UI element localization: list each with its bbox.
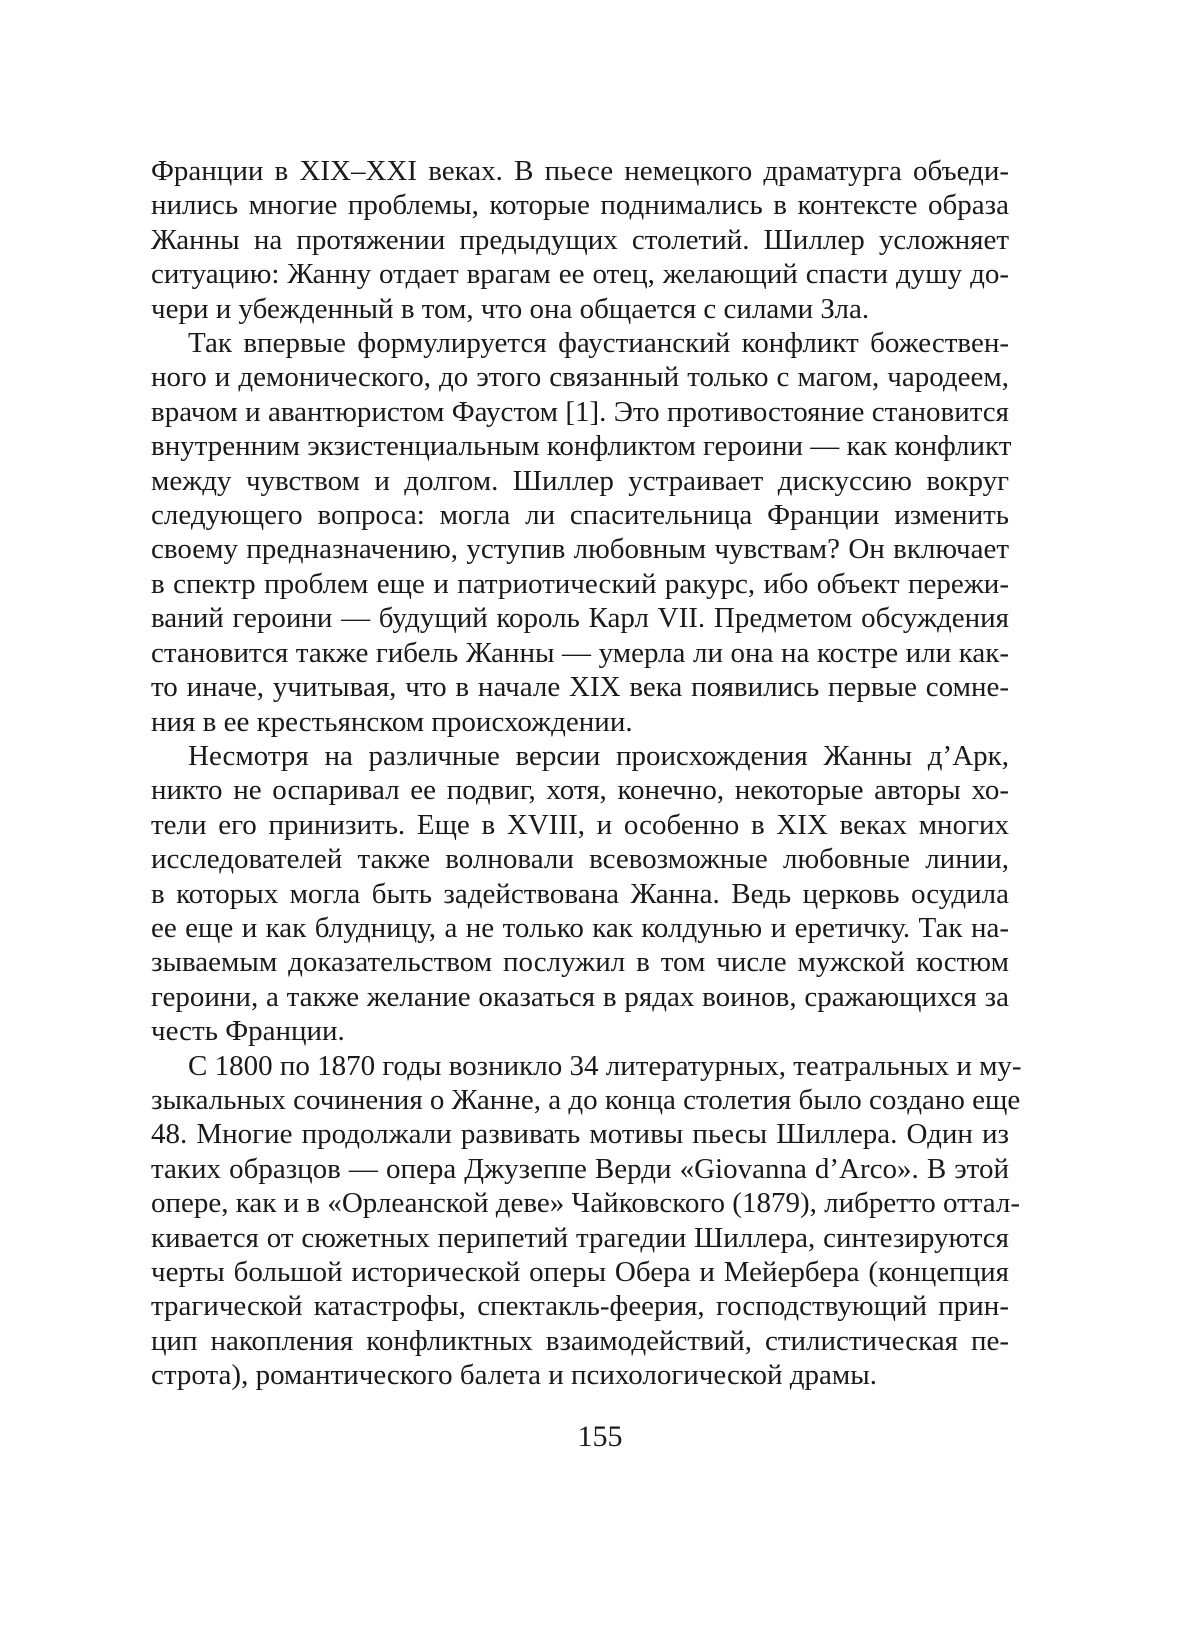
- text-line: между чувством и долгом. Шиллер устраивает дискуссию вокруг: [151, 464, 1009, 497]
- text-line: цип накопления конфликтных взаимодействий, стилистическая пе-: [151, 1324, 1009, 1357]
- text-line: ния в ее крестьянском происхождении.: [151, 705, 633, 738]
- text-line: черты большой исторической оперы Обера и Мейербера (концепция: [151, 1256, 1009, 1288]
- text-line: героини, а также желание оказаться в рядах воинов, сражающихся за: [151, 980, 1009, 1013]
- body-text: [151, 154, 1022, 1393]
- text-line: зываемым доказательством послужил в том числе мужской костюм: [151, 946, 1009, 979]
- text-line: нились многие проблемы, которые поднимались в контексте образа: [151, 189, 1009, 222]
- paragraph-2: [151, 326, 1012, 739]
- text-line: Франции в XIX–XXI веках. В пьесе немецкого драматурга объеди-: [151, 155, 1009, 187]
- paragraph-3: [151, 739, 1009, 1049]
- text-line: ваний героини — будущий король Карл VII. Предметом обсуждения: [151, 602, 1009, 635]
- text-line: то иначе, учитывая, что в начале XIX века появились первые сомне-: [151, 671, 1009, 704]
- text-line: Несмотря на различные версии происхождения Жанны д’Арк,: [188, 739, 1009, 772]
- text-line: Так впервые формулируется фаустианский конфликт божествен-: [188, 327, 1009, 360]
- text-line: в спектр проблем еще и патриотический ракурс, ибо объект пережи-: [151, 567, 1009, 600]
- text-line: ее еще и как блудницу, а не только как колдунью и еретичку. Так на-: [151, 911, 1009, 944]
- text-line: становится также гибель Жанны — умерла ли она на костре или как-: [151, 636, 1009, 669]
- text-line: 48. Многие продолжали развивать мотивы пьесы Шиллера. Один из: [151, 1118, 1009, 1151]
- text-line: внутренним экзистенциальным конфликтом героини — как конфликт: [151, 430, 1012, 463]
- text-line: врачом и авантюристом Фаустом [1]. Это противостояние становится: [151, 395, 1009, 428]
- text-line: в которых могла быть задействована Жанна. Ведь церковь осудила: [151, 877, 1009, 910]
- text-line: честь Франции.: [151, 1015, 345, 1048]
- text-line: опере, как и в «Орлеанской деве» Чайковского (1879), либретто оттал-: [151, 1187, 1021, 1220]
- text-line: своему предназначению, уступив любовным чувствам? Он включает: [151, 533, 1009, 566]
- text-line: Жанны на протяжении предыдущих столетий. Шиллер усложняет: [151, 223, 1009, 256]
- text-line: таких образцов — опера Джузеппе Верди «Giovanna d’Arco». В этой: [151, 1152, 1009, 1185]
- text-line: ного и демонического, до этого связанный только с магом, чародеем,: [151, 361, 1009, 394]
- text-line: ситуацию: Жанну отдает врагам ее отец, желающий спасти душу до-: [151, 258, 1009, 291]
- text-line: тели его принизить. Еще в XVIII, и особенно в XIX веках многих: [151, 808, 1009, 841]
- text-line: строта), романтического балета и психологической драмы.: [151, 1359, 877, 1392]
- paragraph-1: [151, 154, 1009, 326]
- text-line: кивается от сюжетных перипетий трагедии Шиллера, синтезируются: [151, 1221, 1009, 1254]
- paragraph-4: [151, 1049, 1022, 1393]
- text-line: никто не оспаривал ее подвиг, хотя, конечно, некоторые авторы хо-: [151, 774, 1009, 807]
- text-line: трагической катастрофы, спектакль-феерия, господствующий прин-: [151, 1290, 1009, 1323]
- text-line: зыкальных сочинения о Жанне, а до конца столетия было создано еще: [151, 1083, 1021, 1116]
- text-line: С 1800 по 1870 годы возникло 34 литературных, театральных и му-: [188, 1049, 1022, 1082]
- page-number: 155: [577, 1420, 623, 1453]
- text-line: чери и убежденный в том, что она общается с силами Зла.: [151, 292, 870, 325]
- text-line: следующего вопроса: могла ли спасительница Франции изменить: [151, 499, 1009, 532]
- text-line: исследователей также волновали всевозможные любовные линии,: [151, 843, 1009, 876]
